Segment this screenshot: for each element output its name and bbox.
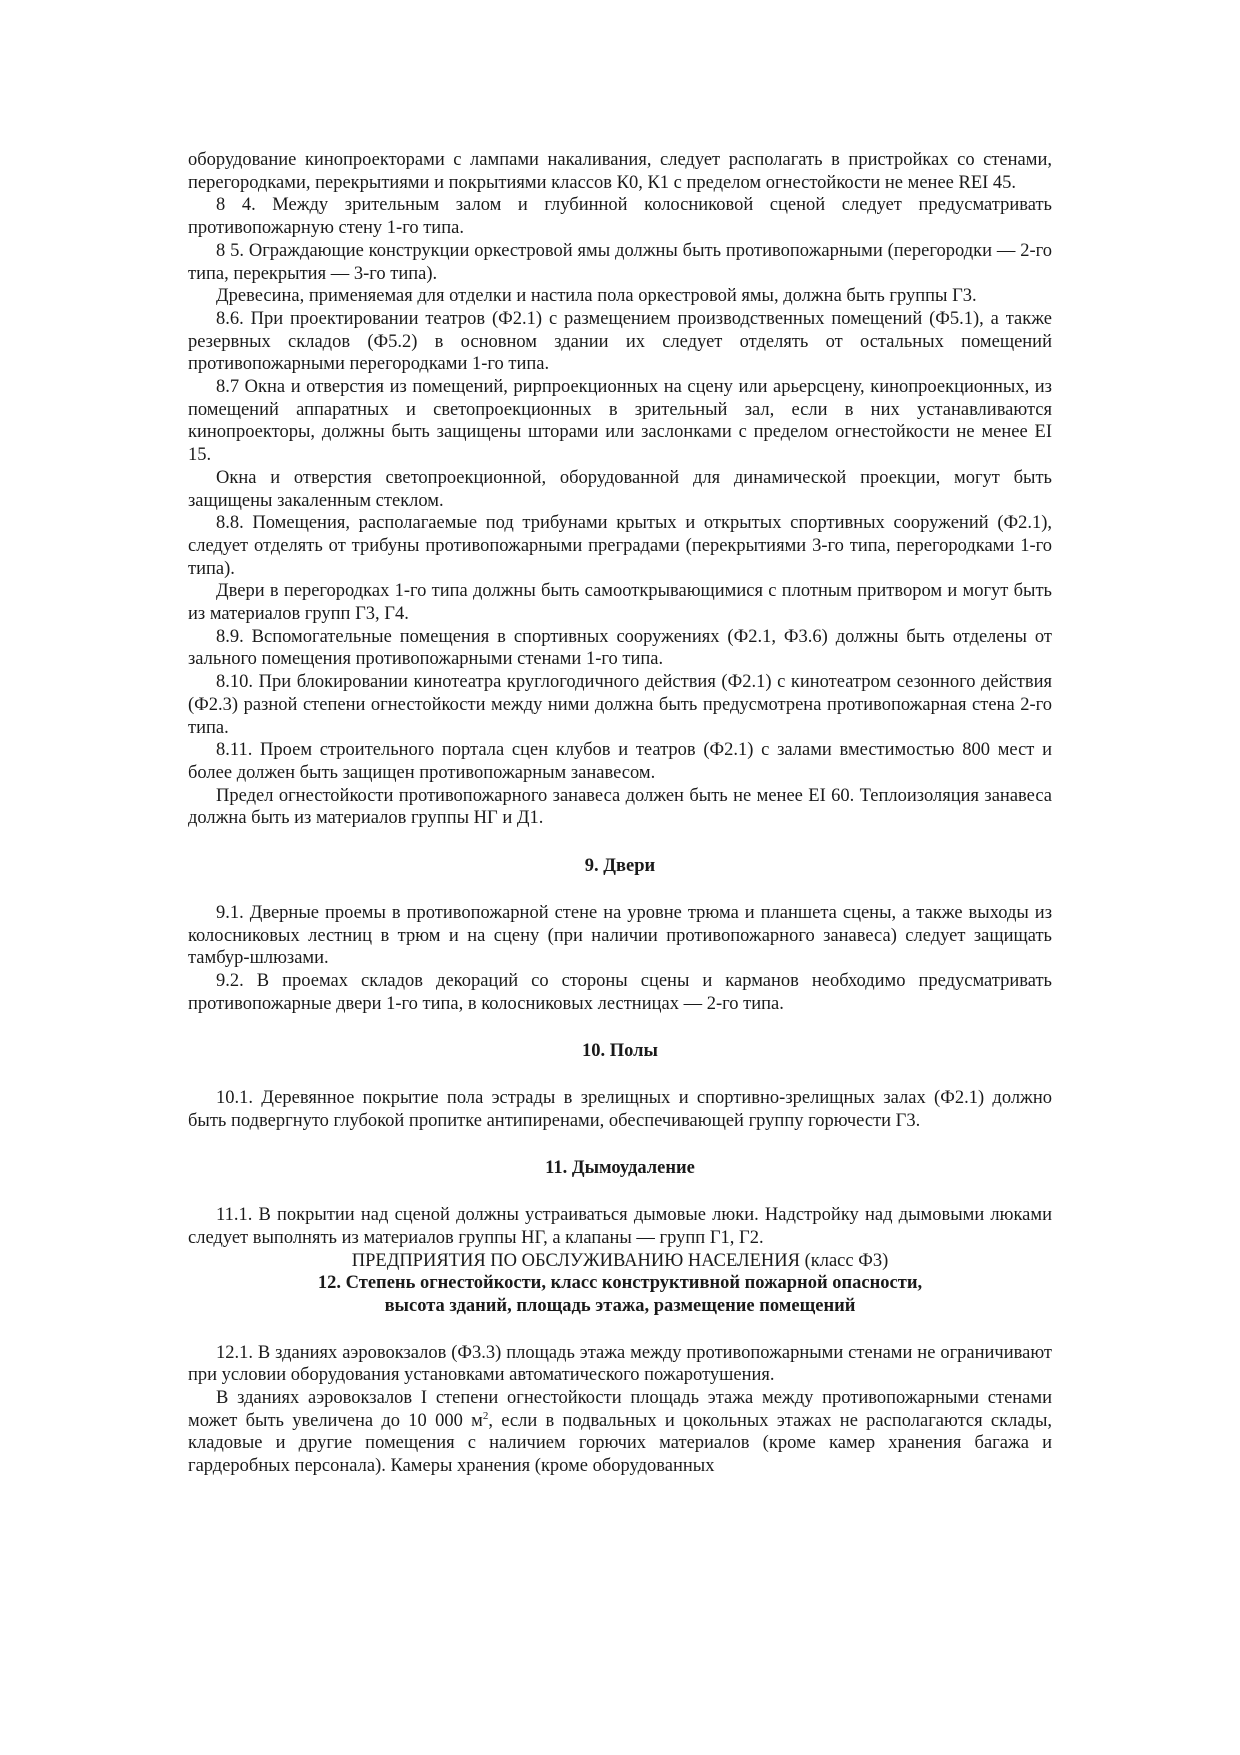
section-heading-10: 10. Полы xyxy=(582,1041,658,1062)
paragraph-airport-area-part2: , если в подвальных и цокольных этажах не располагаются склады, кладовые и другие помещения с наличием горючих материалов (кроме камер хранения багажа и гардеробных персонала). Камеры хранения (кроме оборудованных xyxy=(188,1410,1052,1477)
paragraph-8-5: 8 5. Ограждающие конструкции оркестровой ямы должны быть противопожарными (перегородки — 2-го типа, перекрытия — 3-го типа). xyxy=(188,240,1052,284)
part-title: ПРЕДПРИЯТИЯ ПО ОБСЛУЖИВАНИЮ НАСЕЛЕНИЯ (класс Ф3) xyxy=(351,1250,889,1271)
paragraph-8-11: 8.11. Проем строительного портала сцен клубов и театров (Ф2.1) с залами вместимостью 800 мест и более должен быть защищен противопожарным занавесом. xyxy=(188,740,1052,783)
section-heading-12-line2: высота зданий, площадь этажа, размещение помещений xyxy=(384,1295,856,1316)
paragraph-8-4: 8 4. Между зрительным залом и глубинной колосниковой сценой следует предусматривать противопожарную стену 1-го типа. xyxy=(188,195,1052,239)
paragraph-8-8: 8.8. Помещения, располагаемые под трибунами крытых и открытых спортивных сооружений (Ф2.1), следует отделять от трибуны противопожарными преградами (перекрытиями 3-го типа, перегородками 1-го типа). xyxy=(188,513,1052,579)
paragraph-airport-area-part1: В зданиях аэровокзалов I степени огнестойкости площадь этажа между противопожарными стенами может быть увеличена до 10 000 м xyxy=(188,1388,1052,1431)
paragraph-9-2: 9.2. В проемах складов декораций со стороны сцены и карманов необходимо предусматривать противопожарные двери 1-го типа, в колосниковых лестницах — 2-го типа. xyxy=(188,970,1052,1014)
paragraph-11-1: 11.1. В покрытии над сценой должны устраиваться дымовые люки. Надстройку над дымовыми люками следует выполнять из материалов группы НГ, а клапаны — групп Г1, Г2. xyxy=(188,1205,1052,1248)
paragraph-8-7: 8.7 Окна и отверстия из помещений, рирпроекционных на сцену или арьерсцену, кинопроекционных, из помещений аппаратных и светопроекционных в зрительный зал, если в них устанавливаются кинопроекторы, должны быть защищены шторами или заслонками с пределом огнестойкости не менее EI 15. xyxy=(188,377,1052,466)
paragraph-wood-group: Древесина, применяемая для отделки и настила пола оркестровой ямы, должна быть группы Г3. xyxy=(216,286,977,307)
paragraph-projection-windows: Окна и отверстия светопроекционной, оборудованной для динамической проекции, могут быть защищены закаленным стеклом. xyxy=(188,467,1052,511)
document-page xyxy=(188,149,1052,1478)
section-heading-12-line1: 12. Степень огнестойкости, класс конструктивной пожарной опасности, xyxy=(317,1273,923,1294)
paragraph-continuation: оборудование кинопроекторами с лампами накаливания, следует располагать в пристройках со стенами, перегородками, перекрытиями и покрытиями классов К0, К1 с пределом огнестойкости не менее REI 45. xyxy=(188,150,1052,193)
paragraph-curtain-limit: Предел огнестойкости противопожарного занавеса должен быть не менее EI 60. Теплоизоляция занавеса должна быть из материалов группы НГ и Д1. xyxy=(188,785,1052,829)
section-heading-12 xyxy=(188,1272,1052,1317)
section-heading-11: 11. Дымоудаление xyxy=(545,1158,695,1179)
square-meter-superscript: 2 xyxy=(482,1409,489,1422)
paragraph-airport-area xyxy=(188,1387,1052,1478)
paragraph-8-6: 8.6. При проектировании театров (Ф2.1) с размещением производственных помещений (Ф5.1), а также резервных складов (Ф5.2) в основном здании их следует отделять от остальных помещений противопожарными перегородками 1-го типа. xyxy=(188,308,1052,375)
paragraph-9-1: 9.1. Дверные проемы в противопожарной стене на уровне трюма и планшета сцены, а также выходы из колосниковых лестниц в трюм и на сцену (при наличии противопожарного занавеса) следует защищать тамбур-шлюзами. xyxy=(188,902,1052,969)
paragraph-12-1: 12.1. В зданиях аэровокзалов (Ф3.3) площадь этажа между противопожарными стенами не ограничивают при условии оборудования установками автоматического пожаротушения. xyxy=(188,1342,1052,1386)
paragraph-8-10: 8.10. При блокировании кинотеатра круглогодичного действия (Ф2.1) с кинотеатром сезонного действия (Ф2.3) разной степени огнестойкости между ними должна быть предусмотрена противопожарная стена 2-го типа. xyxy=(188,672,1052,738)
section-heading-9: 9. Двери xyxy=(584,856,656,877)
paragraph-8-9: 8.9. Вспомогательные помещения в спортивных сооружениях (Ф2.1, Ф3.6) должны быть отделены от зального помещения противопожарными стенами 1-го типа. xyxy=(188,626,1052,670)
paragraph-10-1: 10.1. Деревянное покрытие пола эстрады в зрелищных и спортивно-зрелищных залах (Ф2.1) должно быть подвергнуто глубокой пропитке антипиренами, обеспечивающей группу горючести Г3. xyxy=(188,1088,1052,1131)
paragraph-doors-partitions: Двери в перегородках 1-го типа должны быть самооткрывающимися с плотным притвором и могут быть из материалов групп Г3, Г4. xyxy=(188,581,1052,625)
